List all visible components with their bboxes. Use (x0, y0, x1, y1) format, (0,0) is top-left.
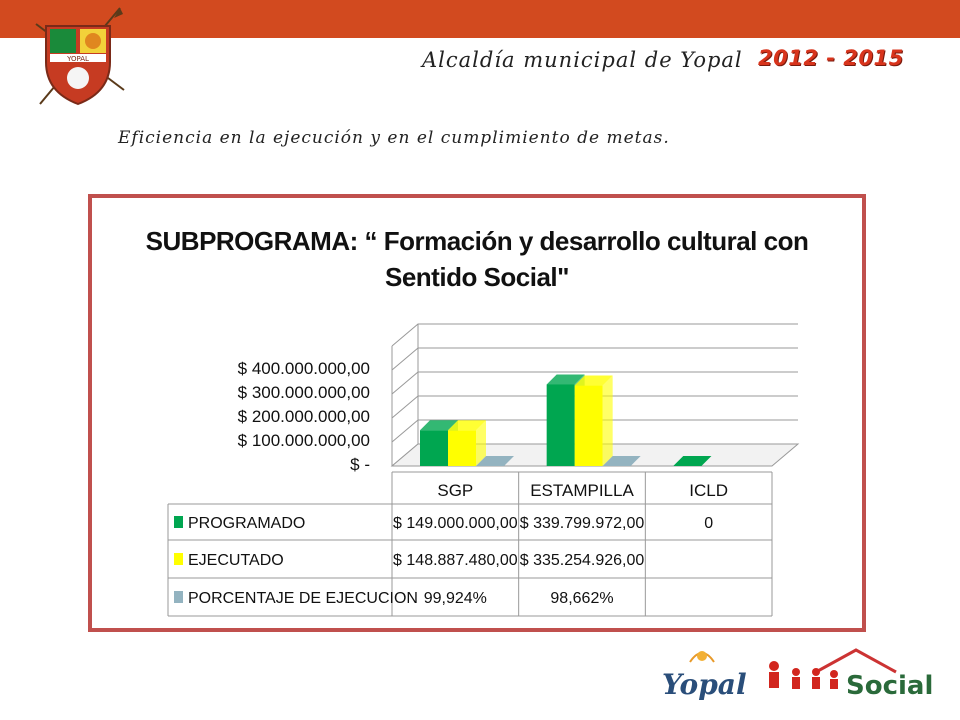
y-tick-label: $ - (350, 455, 370, 474)
y-tick-label: $ 200.000.000,00 (237, 407, 370, 426)
data-label: $ 339.799.972,00 (519, 515, 645, 532)
chart-frame (88, 194, 866, 632)
top-bar (0, 0, 960, 38)
grid-line (392, 324, 798, 346)
y-tick-label: $ 100.000.000,00 (237, 431, 370, 450)
data-label: $ 335.254.926,00 (519, 552, 645, 569)
category-label: ESTAMPILLA (530, 481, 634, 500)
y-tick-label: $ 300.000.000,00 (237, 383, 370, 402)
legend-swatch (174, 553, 183, 565)
data-label: $ 148.887.480,00 (393, 552, 518, 569)
legend-swatch (174, 591, 183, 603)
svg-text:Social: Social (846, 671, 934, 701)
bar-chart (92, 198, 862, 628)
series-name: PROGRAMADO (188, 515, 306, 532)
header-years: 2012 - 2015 (758, 46, 904, 70)
series-name: EJECUTADO (188, 552, 284, 569)
data-label: 98,662% (550, 590, 614, 607)
y-tick-label: $ 400.000.000,00 (237, 359, 370, 378)
category-label: SGP (437, 481, 474, 500)
bar-ejecutado (448, 420, 486, 466)
page-subtitle: Eficiencia en la ejecución y en el cumplimiento de metas. (118, 128, 670, 148)
category-label: ICLD (689, 481, 729, 500)
data-label: 99,924% (423, 590, 487, 607)
header-title: Alcaldía municipal de Yopal (422, 48, 743, 72)
grid-line (392, 348, 798, 370)
yopal-crest-logo (28, 4, 128, 108)
chart-title-line1: SUBPROGRAMA: “ Formación y desarrollo cultural con (145, 226, 809, 256)
legend-swatch (174, 516, 183, 528)
data-label: $ 149.000.000,00 (393, 515, 518, 532)
yopal-social-logo (656, 642, 936, 706)
data-label: 0 (704, 515, 714, 532)
bar-ejecutado (575, 376, 613, 466)
chart-title-line2: Sentido Social" (385, 262, 569, 292)
svg-text:Yopal: Yopal (662, 668, 747, 701)
svg-text:YOPAL: YOPAL (67, 55, 89, 63)
series-name: PORCENTAJE DE EJECUCION (188, 590, 418, 607)
